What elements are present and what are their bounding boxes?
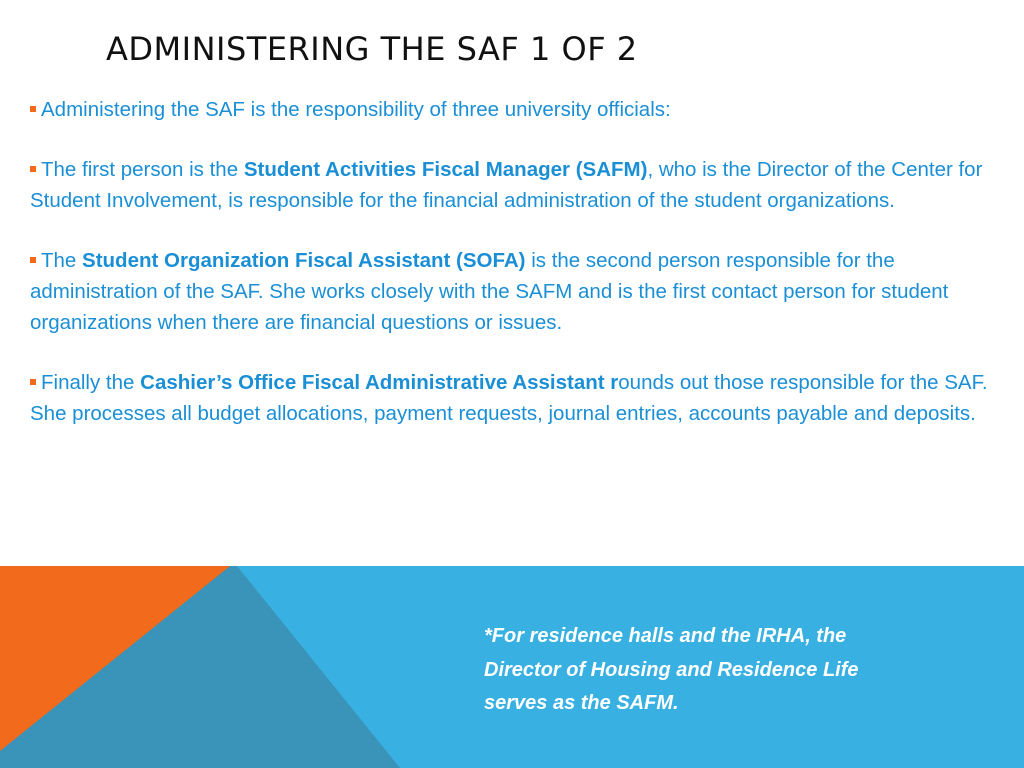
- bullet-paragraph-3: [30, 245, 996, 338]
- bullet-3-text-post: is the second person responsible for the administration of the SAF. She works closely with the SAFM and is the first contact person for student organizations when there are financial questions or issues.: [30, 249, 949, 334]
- bullet-4-text-pre: Finally the: [41, 371, 141, 394]
- square-bullet-icon: [30, 106, 36, 112]
- square-bullet-icon: [30, 379, 36, 385]
- square-bullet-icon: [30, 257, 36, 263]
- bullet-1-text: Administering the SAF is the responsibility of three university officials:: [41, 98, 671, 121]
- square-bullet-icon: [30, 166, 36, 172]
- slide-body: [30, 94, 996, 458]
- footer-note: *For residence halls and the IRHA, the Director of Housing and Residence Life serves as the SAFM.: [484, 625, 859, 714]
- slide-title: ADMINISTERING THE SAF 1 OF 2: [106, 30, 638, 68]
- bullet-paragraph-4: [30, 367, 996, 429]
- bullet-2-bold-term: Student Activities Fiscal Manager (SAFM): [243, 158, 648, 181]
- bullet-4-bold-term: Cashier’s Office Fiscal Administrative Assistant r: [140, 371, 619, 394]
- bullet-3-text-pre: The: [41, 249, 83, 272]
- bullet-4-text-post: ounds out those responsible for the SAF. She processes all budget allocations, payment requests, journal entries, accounts payable and deposits.: [30, 371, 988, 425]
- bullet-paragraph-1: [30, 94, 996, 125]
- bullet-paragraph-2: [30, 154, 996, 216]
- bullet-2-text-post: , who is the Director of the Center for Student Involvement, is responsible for the financial administration of the student organizations.: [30, 158, 983, 212]
- bullet-2-text-pre: The first person is the: [41, 158, 244, 181]
- bullet-3-bold-term: Student Organization Fiscal Assistant (SOFA): [82, 249, 526, 272]
